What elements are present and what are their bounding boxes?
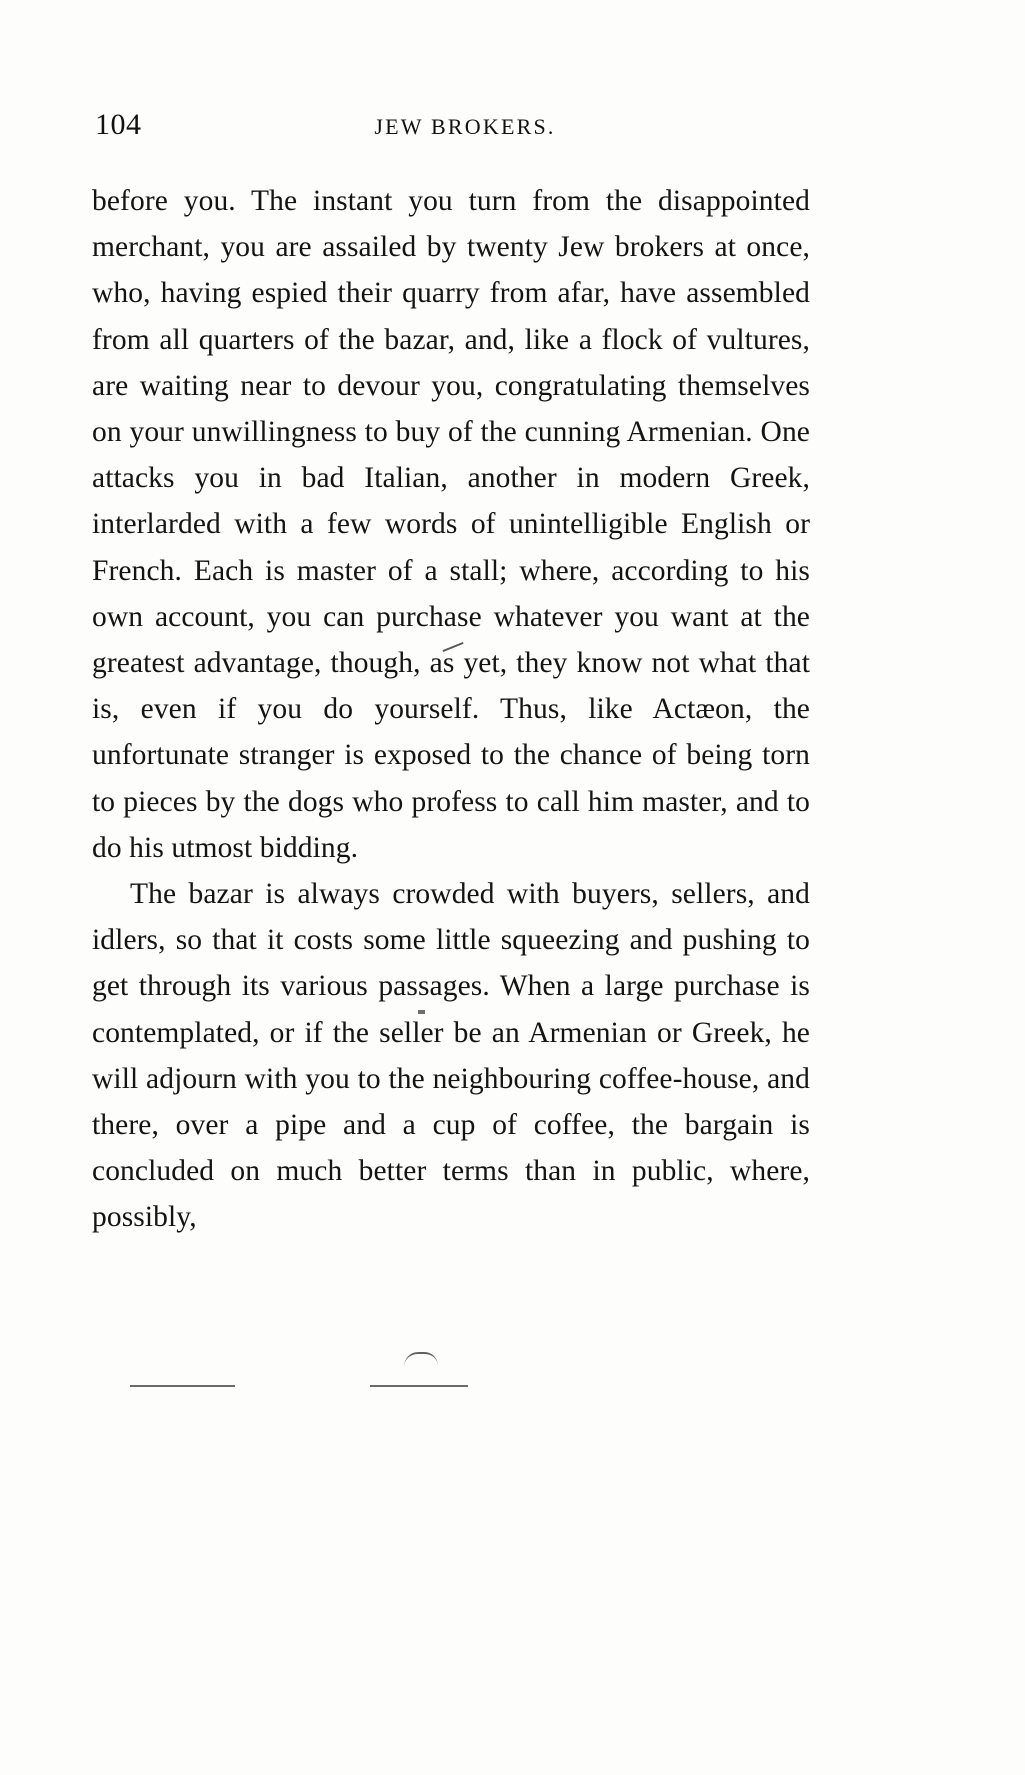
caret-mark-icon bbox=[404, 1352, 438, 1371]
page-body bbox=[92, 178, 810, 1241]
page-header bbox=[95, 108, 835, 148]
paragraph-1: before you. The instant you turn from the disappointed merchant, you are assailed by twenty Jew brokers at once, who, having espied their quarry from afar, have assembled from all quarters of the bazar, and, like a flock of vultures, are waiting near to devour you, congratulating themselves on your unwillingness to buy of the cunning Armenian. One attacks you in bad Italian, another in modern Greek, interlarded with a few words of unintelligible English or French. Each is master of a stall; where, according to his own account, you can purchase whatever you want at the greatest advantage, though, as yet, they know not what that is, even if you do yourself. Thus, like Actæon, the unfortunate stranger is exposed to the chance of being torn to pieces by the dogs who profess to call him master, and to do his utmost bidding. bbox=[92, 185, 810, 864]
page-number: 104 bbox=[95, 108, 142, 141]
running-head: JEW BROKERS. bbox=[374, 114, 556, 139]
strikethrough-coffee-icon bbox=[130, 1385, 235, 1387]
paragraph-2: The bazar is always crowded with buyers, sellers, and idlers, so that it costs some little squeezing and pushing to get through its various passages. When a large purchase is contemplated, or if the seller be an Armenian or Greek, he will adjourn with you to the neighbouring coffee-house, and there, over a pipe and a cup of coffee, the bargain is concluded on much better terms than in public, where, possibly, bbox=[92, 878, 810, 1234]
ink-dot-icon bbox=[418, 1010, 425, 1014]
strikethrough-bargain-icon bbox=[370, 1385, 468, 1387]
